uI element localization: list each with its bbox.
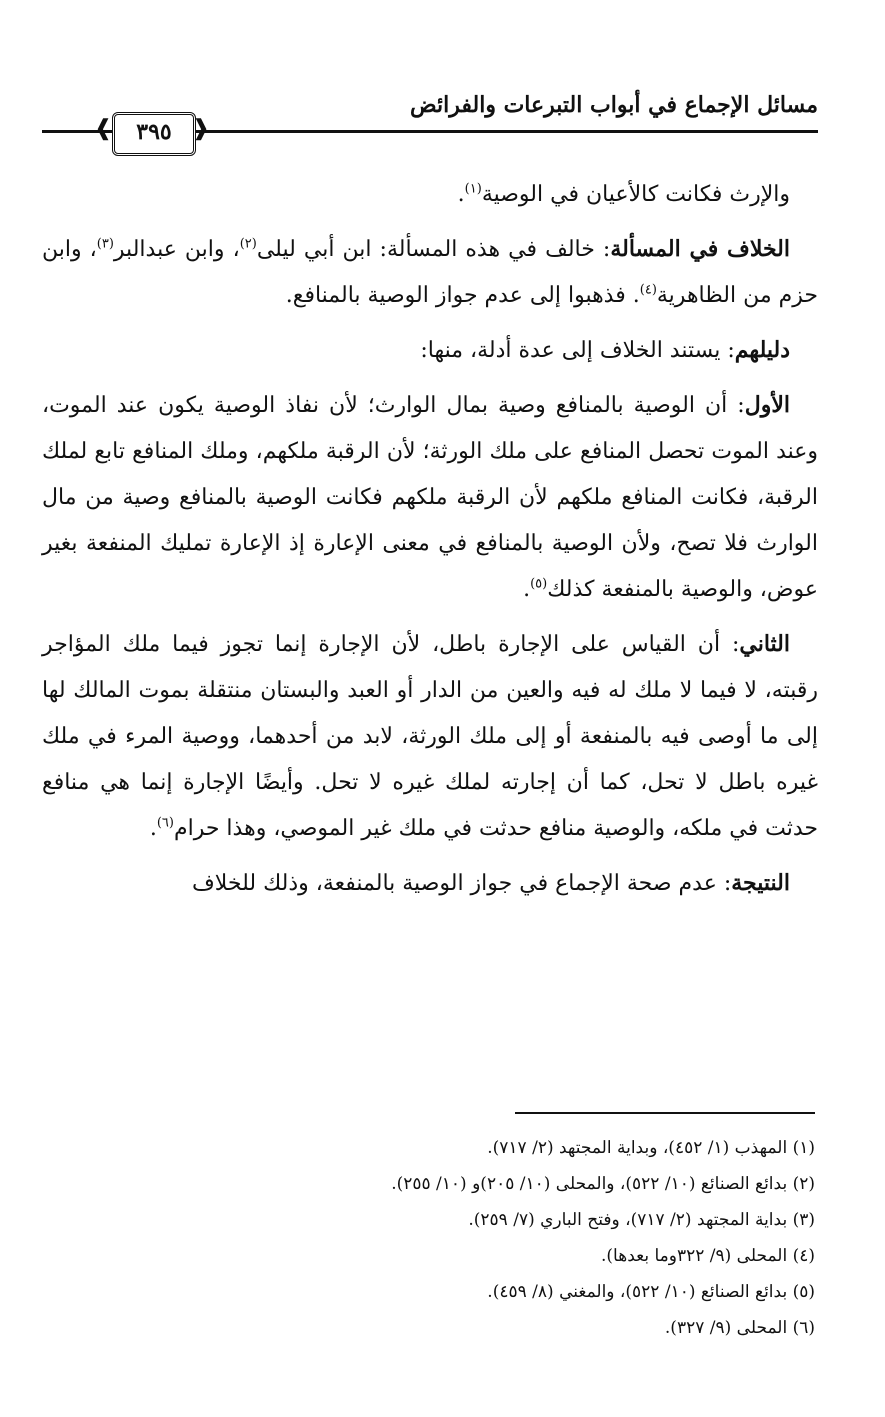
paragraph-text: ، وابن عبدالبر — [113, 237, 240, 262]
paragraph-lead: الأول — [744, 392, 790, 418]
footnote-ref: (٥) — [530, 576, 548, 592]
paragraph-text: : خالف في هذه المسألة: ابن أبي ليلى — [256, 237, 611, 262]
paragraph-lead: دليلهم — [734, 337, 790, 363]
footnote-item: (٦) المحلى (٩/ ٣٢٧). — [664, 1318, 815, 1338]
ornament-right-icon: ❱ — [191, 116, 210, 141]
footnote-ref: (١) — [464, 181, 482, 197]
page-number-badge — [92, 110, 212, 154]
running-header-title: مسائل الإجماع في أبواب التبرعات والفرائض — [410, 92, 818, 118]
paragraph-lead: الخلاف في المسألة — [610, 236, 791, 262]
paragraph — [42, 621, 818, 852]
paragraph — [42, 172, 818, 218]
paragraph-text: : أن القياس على الإجارة باطل، لأن الإجارة إنما تجوز فيما ملك المؤاجر رقبته، لا فيما لا ملك له فيه والعين من الدار أو العبد والبستان منتقلة بموت المالك لها إلى ما أوصى فيه بالمنفعة أو إلى ملك الورثة، لابد من أحدهما، ووصية المرء في ملك غيره باطل لا تحل، كما أن إجارته لملك غيره لا تحل. وأيضًا الإجارة إنما هي منافع حدثت في ملكه، والوصية منافع حدثت في ملك غير الموصي، وهذا حرام — [42, 632, 818, 841]
paragraph-text: : أن الوصية بالمنافع وصية بمال الوارث؛ لأن نفاذ الوصية يكون عند الموت، وعند الموت تحصل المنافع على ملك الورثة؛ لأن الرقبة ملكهم، وملك المنافع تابع لملك الرقبة، فكانت المنافع ملكهم لأن الرقبة ملكهم فكانت الوصية بالمنافع وصية من مال الوارث فلا تصح، ولأن الوصية بالمنافع في معنى الإعارة إذ الإعارة تمليك المنفعة بغير عوض، والوصية بالمنفعة كذلك — [42, 393, 818, 602]
footnote-divider — [515, 1112, 815, 1114]
paragraph — [42, 327, 818, 374]
paragraph — [42, 860, 818, 907]
paragraph — [42, 382, 818, 613]
paragraph-text: والإرث فكانت كالأعيان في الوصية — [481, 182, 790, 207]
paragraph-text: . — [457, 182, 465, 207]
paragraph-text: : يستند الخلاف إلى عدة أدلة، منها: — [420, 338, 735, 363]
paragraph — [42, 226, 818, 319]
footnote-item: (٢) بدائع الصنائع (١٠/ ٥٢٢)، والمحلى (١٠/ ٢٠٥)و (١٠/ ٢٥٥). — [391, 1174, 815, 1194]
ornament-left-icon: ❰ — [94, 116, 113, 141]
running-header — [42, 80, 818, 148]
paragraph-text: . فذهبوا إلى عدم جواز الوصية بالمنافع. — [285, 283, 640, 308]
footnote-item: (٣) بداية المجتهد (٢/ ٧١٧)، وفتح الباري (٧/ ٢٥٩). — [468, 1210, 815, 1230]
footnote-item: (٥) بدائع الصنائع (١٠/ ٥٢٢)، والمغني (٨/ ٤٥٩). — [487, 1282, 815, 1302]
footnote-ref: (٢) — [239, 236, 257, 252]
paragraph-text: ، وابن حزم من الظاهرية — [42, 237, 818, 308]
footnote-ref: (٤) — [639, 282, 657, 298]
footnote-ref: (٣) — [96, 236, 114, 252]
paragraph-text: : عدم صحة الإجماع في جواز الوصية بالمنفعة، وذلك للخلاف — [191, 871, 732, 896]
footnote-item: (٤) المحلى (٩/ ٣٢٢وما بعدها). — [601, 1246, 815, 1266]
paragraph-lead: النتيجة — [731, 870, 790, 896]
page-number: ٣٩٥ — [136, 119, 172, 145]
footnote-ref: (٦) — [156, 815, 174, 831]
paragraph-lead: الثاني — [739, 631, 790, 657]
paragraph-text: . — [523, 577, 531, 602]
footnotes — [175, 1130, 815, 1346]
paragraph-text: . — [149, 816, 157, 841]
footnote-item: (١) المهذب (١/ ٤٥٢)، وبداية المجتهد (٢/ ٧١٧). — [487, 1138, 815, 1158]
page-number-frame — [112, 112, 196, 156]
body-text — [42, 172, 818, 915]
